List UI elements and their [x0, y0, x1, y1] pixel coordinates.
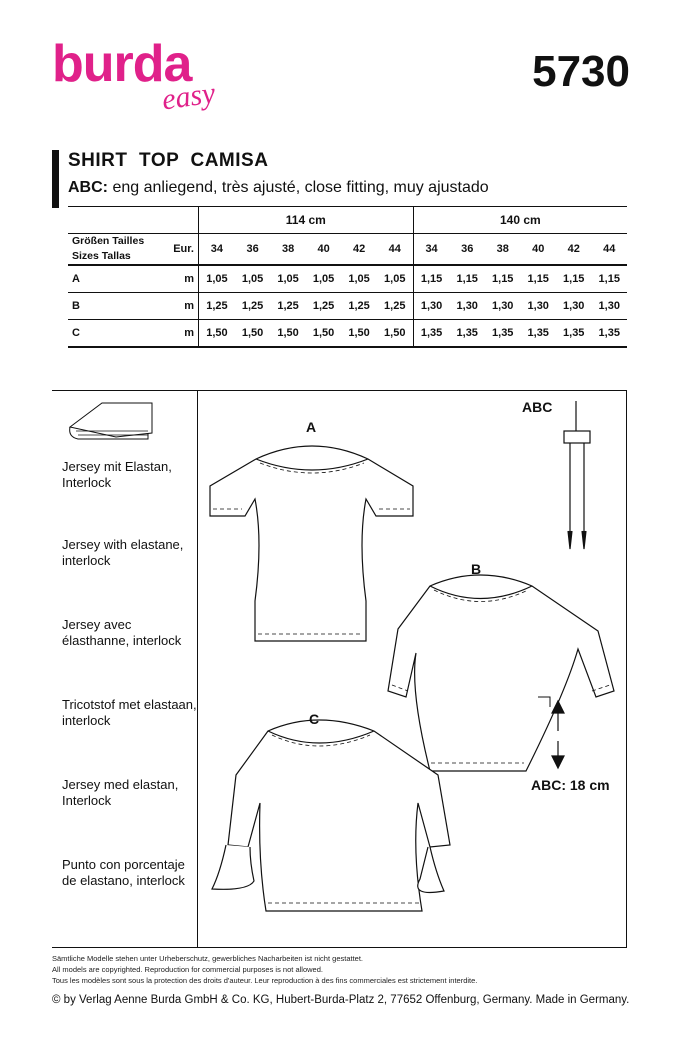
table-cell: 1,30	[413, 293, 449, 320]
size-header-label	[68, 234, 160, 266]
table-cell: 1,50	[270, 320, 306, 348]
table-cell: 1,30	[520, 293, 556, 320]
garment-b-label: B	[471, 561, 482, 577]
size-cell: 42	[341, 234, 377, 266]
table-cell: 1,35	[520, 320, 556, 348]
twin-needle-illustration	[564, 401, 590, 549]
garment-a-label: A	[306, 419, 317, 435]
table-row	[68, 320, 627, 348]
table-cell: 1,25	[306, 293, 342, 320]
title-bar	[52, 150, 59, 208]
copyright-note-fr: Tous les modèles sont sous la protection des droits d'auteur. Leur reproduction à des fins commerciales est strictement interdite.	[52, 976, 478, 985]
table-cell: 1,05	[377, 265, 413, 293]
table-cell: 1,25	[199, 293, 235, 320]
fabric-text: Jersey avec élasthanne, interlock	[62, 617, 182, 648]
garment-b-illustration	[388, 575, 614, 771]
table-cell: 1,50	[235, 320, 271, 348]
size-header-label-2: Sizes Tallas	[72, 250, 131, 262]
size-cell: 40	[520, 234, 556, 266]
table-cell: 1,25	[377, 293, 413, 320]
table-cell: 1,15	[485, 265, 521, 293]
row-label: B	[68, 293, 160, 320]
size-cell: 42	[556, 234, 592, 266]
fabric-text: Jersey with elastane, interlock	[62, 537, 184, 568]
garment-c-illustration	[212, 720, 450, 911]
table-cell: 1,35	[413, 320, 449, 348]
size-cell: 44	[377, 234, 413, 266]
copyright-line: © by Verlag Aenne Burda GmbH & Co. KG, Hubert-Burda-Platz 2, 77652 Offenburg, Germany. Made in Germany.	[52, 994, 630, 1006]
page-subtitle	[68, 179, 489, 197]
brand-sub-logo: easy	[159, 76, 218, 117]
copyright-note-de: Sämtliche Modelle stehen unter Urheberschutz, gewerbliches Nacharbeiten ist nicht gestattet.	[52, 954, 363, 963]
garment-drawings	[198, 391, 626, 947]
size-cell: 38	[270, 234, 306, 266]
table-row	[68, 265, 627, 293]
fabric-text: Punto con porcentaje de elastano, interlock	[62, 857, 185, 888]
fabric-text: Jersey mit Elastan, Interlock	[62, 459, 172, 490]
width-group-1: 114 cm	[199, 207, 414, 234]
width-group-2: 140 cm	[413, 207, 627, 234]
table-cell: 1,15	[591, 265, 627, 293]
table-cell: 1,35	[556, 320, 592, 348]
size-table	[68, 206, 627, 348]
table-cell: 1,50	[199, 320, 235, 348]
row-label: A	[68, 265, 160, 293]
row-unit: m	[160, 293, 199, 320]
table-cell: 1,50	[341, 320, 377, 348]
table-cell: 1,30	[449, 293, 485, 320]
fabric-text: Tricotstof met elastaan, interlock	[62, 697, 197, 728]
table-cell: 1,50	[306, 320, 342, 348]
size-cell: 34	[199, 234, 235, 266]
garment-a-illustration	[210, 446, 413, 641]
pattern-number: 5730	[532, 47, 630, 96]
table-cell: 1,30	[485, 293, 521, 320]
table-row	[68, 293, 627, 320]
table-cell: 1,15	[556, 265, 592, 293]
page-title: SHIRT TOP CAMISA	[68, 150, 269, 171]
table-cell: 1,15	[413, 265, 449, 293]
size-cell: 40	[306, 234, 342, 266]
table-cell: 1,25	[270, 293, 306, 320]
row-unit: m	[160, 265, 199, 293]
table-cell: 1,35	[591, 320, 627, 348]
copyright-note-en: All models are copyrighted. Reproduction for commercial purposes is not allowed.	[52, 965, 323, 974]
size-cell: 44	[591, 234, 627, 266]
table-cell: 1,15	[449, 265, 485, 293]
table-cell: 1,30	[556, 293, 592, 320]
drawing-area	[197, 390, 627, 948]
row-label: C	[68, 320, 160, 348]
table-cell: 1,25	[235, 293, 271, 320]
row-unit: m	[160, 320, 199, 348]
size-cell: 34	[413, 234, 449, 266]
stitch-width-label: ABC: 18 cm	[531, 777, 610, 793]
size-header-unit: Eur.	[160, 234, 199, 266]
table-cell: 1,05	[199, 265, 235, 293]
size-cell: 36	[235, 234, 271, 266]
table-cell: 1,05	[235, 265, 271, 293]
size-header-label-1: Größen Tailles	[72, 235, 145, 247]
garment-c-label: C	[309, 711, 320, 727]
subtitle-text: eng anliegend, très ajusté, close fitting, muy ajustado	[108, 179, 489, 196]
table-cell: 1,15	[520, 265, 556, 293]
table-cell: 1,35	[449, 320, 485, 348]
fabric-column	[52, 390, 197, 948]
table-cell: 1,05	[270, 265, 306, 293]
fabric-roll-icon	[64, 397, 154, 443]
brand-logo: burda	[52, 35, 192, 93]
table-cell: 1,05	[306, 265, 342, 293]
size-cell: 36	[449, 234, 485, 266]
table-cell: 1,50	[377, 320, 413, 348]
table-cell: 1,30	[591, 293, 627, 320]
table-cell: 1,35	[485, 320, 521, 348]
table-cell: 1,25	[341, 293, 377, 320]
table-cell: 1,05	[341, 265, 377, 293]
fabric-text: Jersey med elastan, Interlock	[62, 777, 179, 808]
size-cell: 38	[485, 234, 521, 266]
needle-label: ABC	[522, 399, 553, 415]
subtitle-prefix: ABC:	[68, 179, 108, 196]
